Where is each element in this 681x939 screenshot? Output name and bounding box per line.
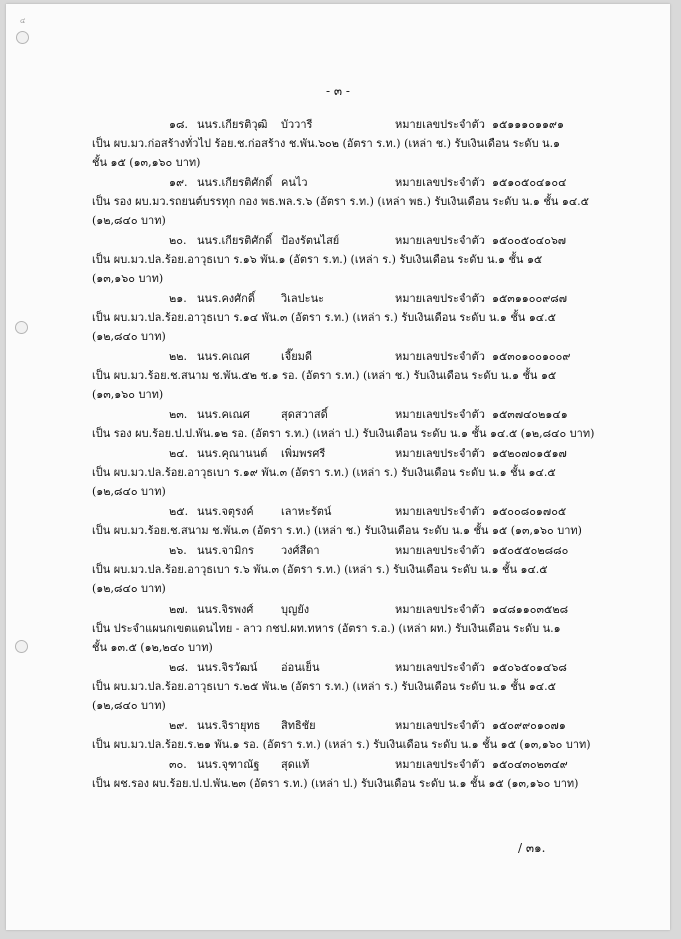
entry-20 — [6, 231, 670, 288]
entry-index: ๒๕. — [169, 505, 189, 518]
entry-index: ๑๘. — [169, 118, 188, 131]
entry-text-line: (๑๒,๘๔๐ บาท) — [92, 330, 166, 343]
entry-id: ๑๕๐๐๘๐๑๗๐๕ — [492, 505, 567, 518]
entry-name: นนร.จิรวัฒน์ — [197, 661, 258, 674]
entry-index: ๓๐. — [169, 758, 187, 771]
id-label: หมายเลขประจำตัว — [395, 719, 485, 732]
entry-text-line: เป็น รอง ผบ.ร้อย.ป.ป.พัน.๑๒ รอ. (อัตรา ร.ท.) (เหล่า ป.) รับเงินเดือน ระดับ น.๑ ชั้น ๑๔.๕ (๑๒,๘๔๐ บาท) — [92, 427, 595, 440]
entry-24 — [6, 444, 670, 501]
entry-text-line: เป็น ผบ.มว.ปล.ร้อย.อาวุธเบา ร.๖ พัน.๓ (อัตรา ร.ท.) (เหล่า ร.) รับเงินเดือน ระดับ น.๑ ชั้น ๑๔.๕ — [92, 563, 548, 576]
entry-surname: สุดสวาสดิ์ — [281, 408, 328, 421]
entry-text-line: เป็น ผช.รอง ผบ.ร้อย.ป.ป.พัน.๒๓ (อัตรา ร.ท.) (เหล่า ป.) รับเงินเดือน ระดับ น.๑ ชั้น ๑๕ (๑๓,๑๖๐ บาท) — [92, 777, 579, 790]
entry-header — [6, 173, 670, 192]
entry-text-line: เป็น ผบ.มว.ปล.ร้อย.อาวุธเบา ร.๒๕ พัน.๒ (อัตรา ร.ท.) (เหล่า ร.) รับเงินเดือน ระดับ น.๑ ชั้น ๑๔.๕ — [92, 680, 556, 693]
id-label: หมายเลขประจำตัว — [395, 234, 485, 247]
entry-surname: สิทธิชัย — [281, 719, 316, 732]
entry-text-line: เป็น รอง ผบ.มว.รถยนต์บรรทุก กอง พธ.พล.ร.๖ (อัตรา ร.ท.) (เหล่า พธ.) รับเงินเดือน ระดับ น.๑ ชั้น ๑๔.๕ — [92, 195, 589, 208]
entry-id: ๑๕๑๐๕๐๔๑๐๔ — [492, 176, 567, 189]
entry-header — [6, 755, 670, 774]
entry-index: ๒๗. — [169, 603, 189, 616]
entry-id: ๑๕๓๗๔๐๒๑๔๑ — [492, 408, 568, 421]
entry-name: นนร.คงศักดิ์ — [197, 292, 255, 305]
entry-text-line: เป็น ผบ.มว.ปล.ร้อย.ร.๒๑ พัน.๑ รอ. (อัตรา ร.ท.) (เหล่า ร.) รับเงินเดือน ระดับ น.๑ ชั้น ๑๕ (๑๓,๑๖๐ บาท) — [92, 738, 591, 751]
id-label: หมายเลขประจำตัว — [395, 661, 485, 674]
entry-id: ๑๕๓๐๑๐๐๑๐๐๙ — [492, 350, 571, 363]
entry-26 — [6, 541, 670, 598]
entry-text-line: เป็น ประจำแผนกเขตแดนไทย - ลาว กชป.ผท.ทหาร (อัตรา ร.อ.) (เหล่า ผท.) รับเงินเดือน ระดับ น.๑ — [92, 622, 561, 635]
entry-name: นนร.เกียรติศักดิ์ — [197, 176, 273, 189]
id-label: หมายเลขประจำตัว — [395, 544, 485, 557]
entry-header — [6, 541, 670, 560]
entry-surname: วงศ์สีดา — [281, 544, 320, 557]
id-label: หมายเลขประจำตัว — [395, 350, 485, 363]
entry-index: ๒๑. — [169, 292, 187, 305]
entry-18 — [6, 115, 670, 172]
entry-surname: เพิ่มพรศรี — [281, 447, 326, 460]
entry-text-line: (๑๓,๑๖๐ บาท) — [92, 388, 164, 401]
id-label: หมายเลขประจำตัว — [395, 176, 485, 189]
entry-name: นนร.จุฑาณัฐ — [197, 758, 260, 771]
entry-id: ๑๕๑๑๑๐๑๑๙๑ — [492, 118, 564, 131]
entry-name: นนร.คุณานนต์ — [197, 447, 268, 460]
corner-mark: ๔ — [20, 17, 26, 25]
entry-text-line: เป็น ผบ.มว.ปล.ร้อย.อาวุธเบา ร.๑๔ พัน.๓ (อัตรา ร.ท.) (เหล่า ร.) รับเงินเดือน ระดับ น.๑ ชั้น ๑๔.๕ — [92, 311, 556, 324]
entry-id: ๑๕๓๑๑๐๐๙๘๗ — [492, 292, 568, 305]
entry-surname: อ่อนเย็น — [281, 661, 320, 674]
entry-id: ๑๕๒๐๗๐๑๕๑๗ — [492, 447, 567, 460]
entry-header — [6, 716, 670, 735]
entry-text-line: เป็น ผบ.มว.ร้อย.ช.สนาม ช.พัน.๓ (อัตรา ร.ท.) (เหล่า ช.) รับเงินเดือน ระดับ น.๑ ชั้น ๑๕ (๑๓,๑๖๐ บาท) — [92, 524, 582, 537]
document-page — [6, 4, 670, 930]
entry-surname: ป้องรัตนไสย์ — [281, 234, 340, 247]
entry-name: นนร.เกียรติวุฒิ — [197, 118, 268, 131]
entry-21 — [6, 289, 670, 346]
entry-29 — [6, 716, 670, 754]
entry-text-line: ชั้น ๑๓.๕ (๑๒,๒๔๐ บาท) — [92, 641, 213, 654]
entry-index: ๒๒. — [169, 350, 187, 363]
entry-name: นนร.จามิกร — [197, 544, 254, 557]
entry-text-line: เป็น ผบ.มว.ปล.ร้อย.อาวุธเบา ร.๑๙ พัน.๓ (อัตรา ร.ท.) (เหล่า ร.) รับเงินเดือน ระดับ น.๑ ชั้น ๑๔.๕ — [92, 466, 556, 479]
entry-name: นนร.จิรายุทธ — [197, 719, 261, 732]
entry-30 — [6, 755, 670, 793]
entry-text-line: (๑๒,๘๔๐ บาท) — [92, 582, 166, 595]
entry-header — [6, 600, 670, 619]
entry-id: ๑๕๐๐๕๐๔๐๖๗ — [492, 234, 567, 247]
entry-28 — [6, 658, 670, 715]
entry-name: นนร.จิรพงศ์ — [197, 603, 254, 616]
entry-name: นนร.เกียรติศักดิ์ — [197, 234, 273, 247]
entry-id: ๑๕๐๔๓๐๒๓๔๙ — [492, 758, 568, 771]
entry-header — [6, 231, 670, 250]
page-number: - ๓ - — [326, 84, 350, 98]
entry-text-line: (๑๒,๘๔๐ บาท) — [92, 699, 166, 712]
entry-surname: เลาหะรัตน์ — [281, 505, 332, 518]
id-label: หมายเลขประจำตัว — [395, 505, 485, 518]
entry-text-line: ชั้น ๑๕ (๑๓,๑๖๐ บาท) — [92, 156, 201, 169]
entry-text-line: (๑๒,๘๔๐ บาท) — [92, 485, 166, 498]
entry-surname: คนไว — [281, 176, 308, 189]
entry-header — [6, 115, 670, 134]
entry-name: นนร.จตุรงค์ — [197, 505, 254, 518]
entry-header — [6, 347, 670, 366]
entry-surname: สุดแท้ — [281, 758, 310, 771]
entry-id: ๑๕๐๙๙๐๑๐๗๑ — [492, 719, 566, 732]
entry-surname: บัววารี — [281, 118, 313, 131]
punch-hole-top — [16, 31, 29, 44]
entry-id: ๑๔๘๑๑๐๓๕๒๘ — [492, 603, 569, 616]
entry-text-line: (๑๓,๑๖๐ บาท) — [92, 272, 164, 285]
entry-text-line: เป็น ผบ.มว.ก่อสร้างทั่วไป ร้อย.ช.ก่อสร้าง ช.พัน.๖๐๒ (อัตรา ร.ท.) (เหล่า ช.) รับเงินเดือน ระดับ น.๑ — [92, 137, 561, 150]
entry-index: ๑๙. — [169, 176, 188, 189]
id-label: หมายเลขประจำตัว — [395, 408, 485, 421]
entry-surname: เจี๊ยมดี — [281, 350, 313, 363]
continuation-marker: / ๓๑. — [518, 841, 546, 855]
entry-text-line: เป็น ผบ.มว.ปล.ร้อย.อาวุธเบา ร.๑๖ พัน.๑ (อัตรา ร.ท.) (เหล่า ร.) รับเงินเดือน ระดับ น.๑ ชั้น ๑๕ — [92, 253, 543, 266]
id-label: หมายเลขประจำตัว — [395, 118, 485, 131]
entry-index: ๒๐. — [169, 234, 187, 247]
entry-header — [6, 444, 670, 463]
entry-name: นนร.คเณศ — [197, 408, 250, 421]
entry-text-line: เป็น ผบ.มว.ร้อย.ช.สนาม ช.พัน.๕๒ ช.๑ รอ. (อัตรา ร.ท.) (เหล่า ช.) รับเงินเดือน ระดับ น.๑ ชั้น ๑๕ — [92, 369, 557, 382]
id-label: หมายเลขประจำตัว — [395, 447, 485, 460]
entry-index: ๒๔. — [169, 447, 189, 460]
entry-name: นนร.คเณศ — [197, 350, 250, 363]
entry-index: ๒๘. — [169, 661, 189, 674]
entry-27 — [6, 600, 670, 657]
entry-25 — [6, 502, 670, 540]
entry-22 — [6, 347, 670, 404]
entry-surname: บุญยัง — [281, 603, 310, 616]
entry-index: ๒๙. — [169, 719, 188, 732]
entry-id: ๑๕๐๖๕๐๑๔๖๘ — [492, 661, 567, 674]
entry-header — [6, 405, 670, 424]
entry-surname: วิเลปะนะ — [281, 292, 324, 305]
entry-index: ๒๖. — [169, 544, 187, 557]
id-label: หมายเลขประจำตัว — [395, 758, 485, 771]
entry-header — [6, 289, 670, 308]
entry-header — [6, 658, 670, 677]
entry-19 — [6, 173, 670, 230]
entry-index: ๒๓. — [169, 408, 188, 421]
entry-header — [6, 502, 670, 521]
entry-id: ๑๕๐๕๕๐๒๘๘๐ — [492, 544, 569, 557]
entry-text-line: (๑๒,๘๔๐ บาท) — [92, 214, 166, 227]
id-label: หมายเลขประจำตัว — [395, 292, 485, 305]
id-label: หมายเลขประจำตัว — [395, 603, 485, 616]
entry-23 — [6, 405, 670, 443]
